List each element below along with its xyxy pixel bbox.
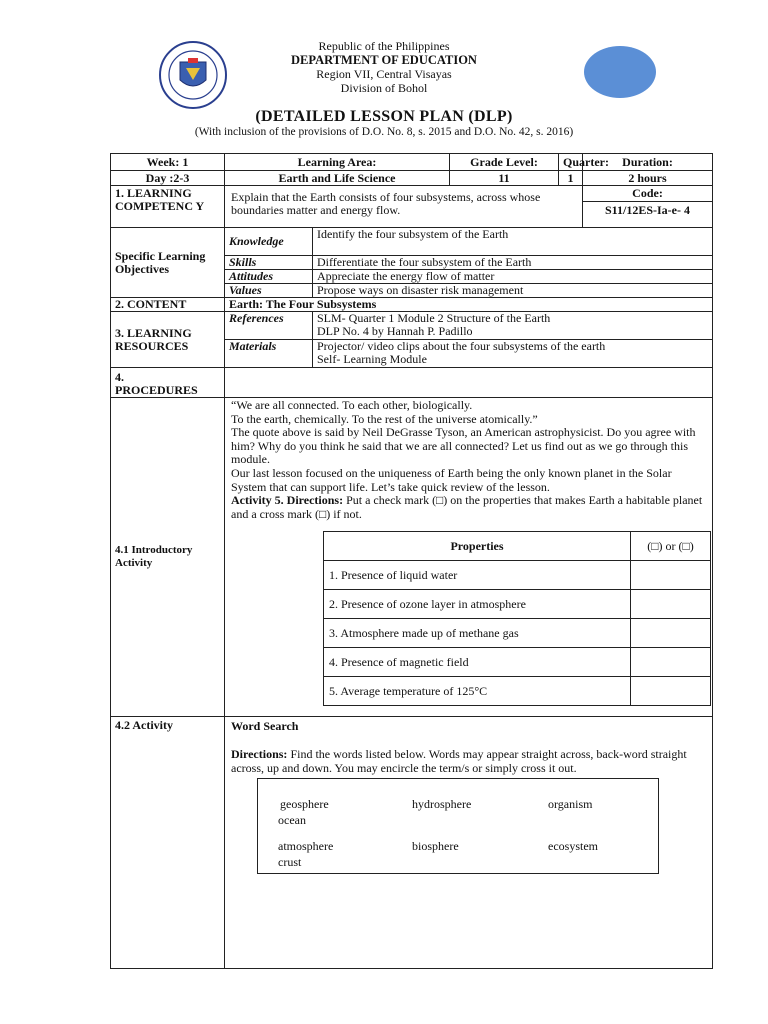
attitudes-label: Attitudes — [225, 270, 313, 284]
intro-activity-label: 4.1 Introductory Activity — [111, 398, 225, 717]
content-text: Earth: The Four Subsystems — [225, 298, 713, 312]
mark-cell[interactable] — [631, 677, 711, 706]
last-lesson-review: Our last lesson focused on the uniqueness of Earth being the only known planet in the Solar System that can support life. Let’s take quick review of the lesson. — [231, 465, 672, 494]
duration-label: Duration: — [583, 154, 713, 171]
header-republic: Republic of the Philippines — [318, 39, 450, 53]
materials-line-1: Projector/ video clips about the four subsystems of the earth — [317, 339, 606, 353]
word-search-directions — [231, 747, 706, 776]
property-row: 3. Atmosphere made up of methane gas — [324, 619, 631, 648]
quarter-value: 1 — [559, 171, 583, 186]
materials-line-2: Self- Learning Module — [317, 352, 427, 366]
references-text — [313, 312, 713, 340]
procedures-empty — [225, 368, 713, 398]
header-department: DEPARTMENT OF EDUCATION — [291, 53, 477, 67]
header-region: Region VII, Central Visayas — [316, 67, 452, 81]
quote-line-2: To the earth, chemically. To the rest of the universe atomically.” — [231, 411, 538, 426]
values-text: Propose ways on disaster risk management — [313, 284, 713, 298]
duration-value: 2 hours — [583, 171, 713, 186]
procedures-label — [111, 368, 225, 398]
activity-label: 4.2 Activity — [111, 717, 225, 969]
skills-text: Differentiate the four subsystem of the Earth — [313, 256, 713, 270]
materials-text — [313, 340, 713, 368]
word-search-title: Word Search — [231, 719, 299, 733]
word-item: atmosphere — [278, 838, 334, 853]
code-cell — [583, 186, 713, 228]
skills-label: Skills — [225, 256, 313, 270]
code-value: S11/12ES-Ia-e- 4 — [604, 203, 690, 217]
mark-header: (□) or (□) — [631, 532, 711, 561]
properties-table — [323, 531, 711, 706]
quote-line-1: “We are all connected. To each other, biologically. — [231, 398, 473, 412]
mark-cell[interactable] — [631, 648, 711, 677]
competency-text: Explain that the Earth consists of four subsystems, across whose boundaries matter and energy flow. — [225, 186, 583, 228]
week-label: Week: 1 — [111, 154, 225, 171]
mark-cell[interactable] — [631, 590, 711, 619]
values-label: Values — [225, 284, 313, 298]
activity5-directions — [231, 494, 706, 521]
learning-area-label: Learning Area: — [225, 154, 450, 171]
directions-label: Directions: — [231, 746, 288, 761]
references-line-2: DLP No. 4 by Hannah P. Padillo — [317, 324, 473, 338]
resources-label: 3. LEARNING RESOURCES — [111, 312, 225, 368]
attitudes-text: Appreciate the energy flow of matter — [313, 270, 713, 284]
activity-content — [225, 717, 713, 969]
property-row: 5. Average temperature of 125°C — [324, 677, 631, 706]
content-label: 2. CONTENT — [111, 298, 225, 312]
quote-explanation: The quote above is said by Neil DeGrasse Tyson, an American astrophysicist. Do you agree with him? Why do you think he said that we are all connected? Let us find out as we go through this module. — [231, 425, 696, 467]
objectives-label: Specific Learning Objectives — [111, 228, 225, 298]
references-label: References — [225, 312, 313, 340]
document-title: (DETAILED LESSON PLAN (DLP) — [255, 108, 513, 125]
properties-header: Properties — [324, 532, 631, 561]
lesson-plan-table — [110, 153, 713, 969]
directions-text: Find the words listed below. Words may appear straight across, back-word straight across, up and down. You may encircle the term/s or simply cross it out. — [231, 746, 687, 775]
property-row: 2. Presence of ozone layer in atmosphere — [324, 590, 631, 619]
word-item: ocean — [278, 812, 306, 827]
materials-label: Materials — [225, 340, 313, 368]
header-division: Division of Bohol — [340, 81, 428, 95]
property-row: 4. Presence of magnetic field — [324, 648, 631, 677]
knowledge-label: Knowledge — [225, 228, 313, 256]
intro-activity-content — [225, 398, 713, 717]
activity5-label: Activity 5. Directions: — [231, 493, 344, 508]
procedures-text: PROCEDURES — [115, 383, 198, 397]
grade-level-label: Grade Level: — [450, 154, 559, 171]
code-label: Code: — [583, 186, 712, 202]
word-item: ecosystem — [548, 838, 598, 853]
word-item: geosphere — [280, 796, 329, 811]
quarter-label: Quarter: — [559, 154, 583, 171]
references-line-1: SLM- Quarter 1 Module 2 Structure of the Earth — [317, 311, 551, 325]
mark-cell[interactable] — [631, 561, 711, 590]
grade-level-value: 11 — [450, 171, 559, 186]
word-item: crust — [278, 854, 302, 869]
knowledge-text: Identify the four subsystem of the Earth — [313, 228, 713, 256]
word-item: organism — [548, 796, 593, 811]
word-item: hydrosphere — [412, 796, 472, 811]
mark-cell[interactable] — [631, 619, 711, 648]
document-subtitle: (With inclusion of the provisions of D.O. No. 8, s. 2015 and D.O. No. 42, s. 2016) — [194, 126, 574, 138]
day-value: Day :2-3 — [111, 171, 225, 186]
competency-label: 1. LEARNING COMPETENC Y — [111, 186, 225, 228]
procedures-number: 4. — [115, 370, 124, 384]
property-row: 1. Presence of liquid water — [324, 561, 631, 590]
word-list-box — [257, 778, 659, 874]
learning-area-value: Earth and Life Science — [225, 171, 450, 186]
word-item: biosphere — [412, 838, 459, 853]
activity5-text: Put a check mark (□) on the properties that makes Earth a habitable planet and a cross mark (□) if not. — [231, 493, 703, 521]
